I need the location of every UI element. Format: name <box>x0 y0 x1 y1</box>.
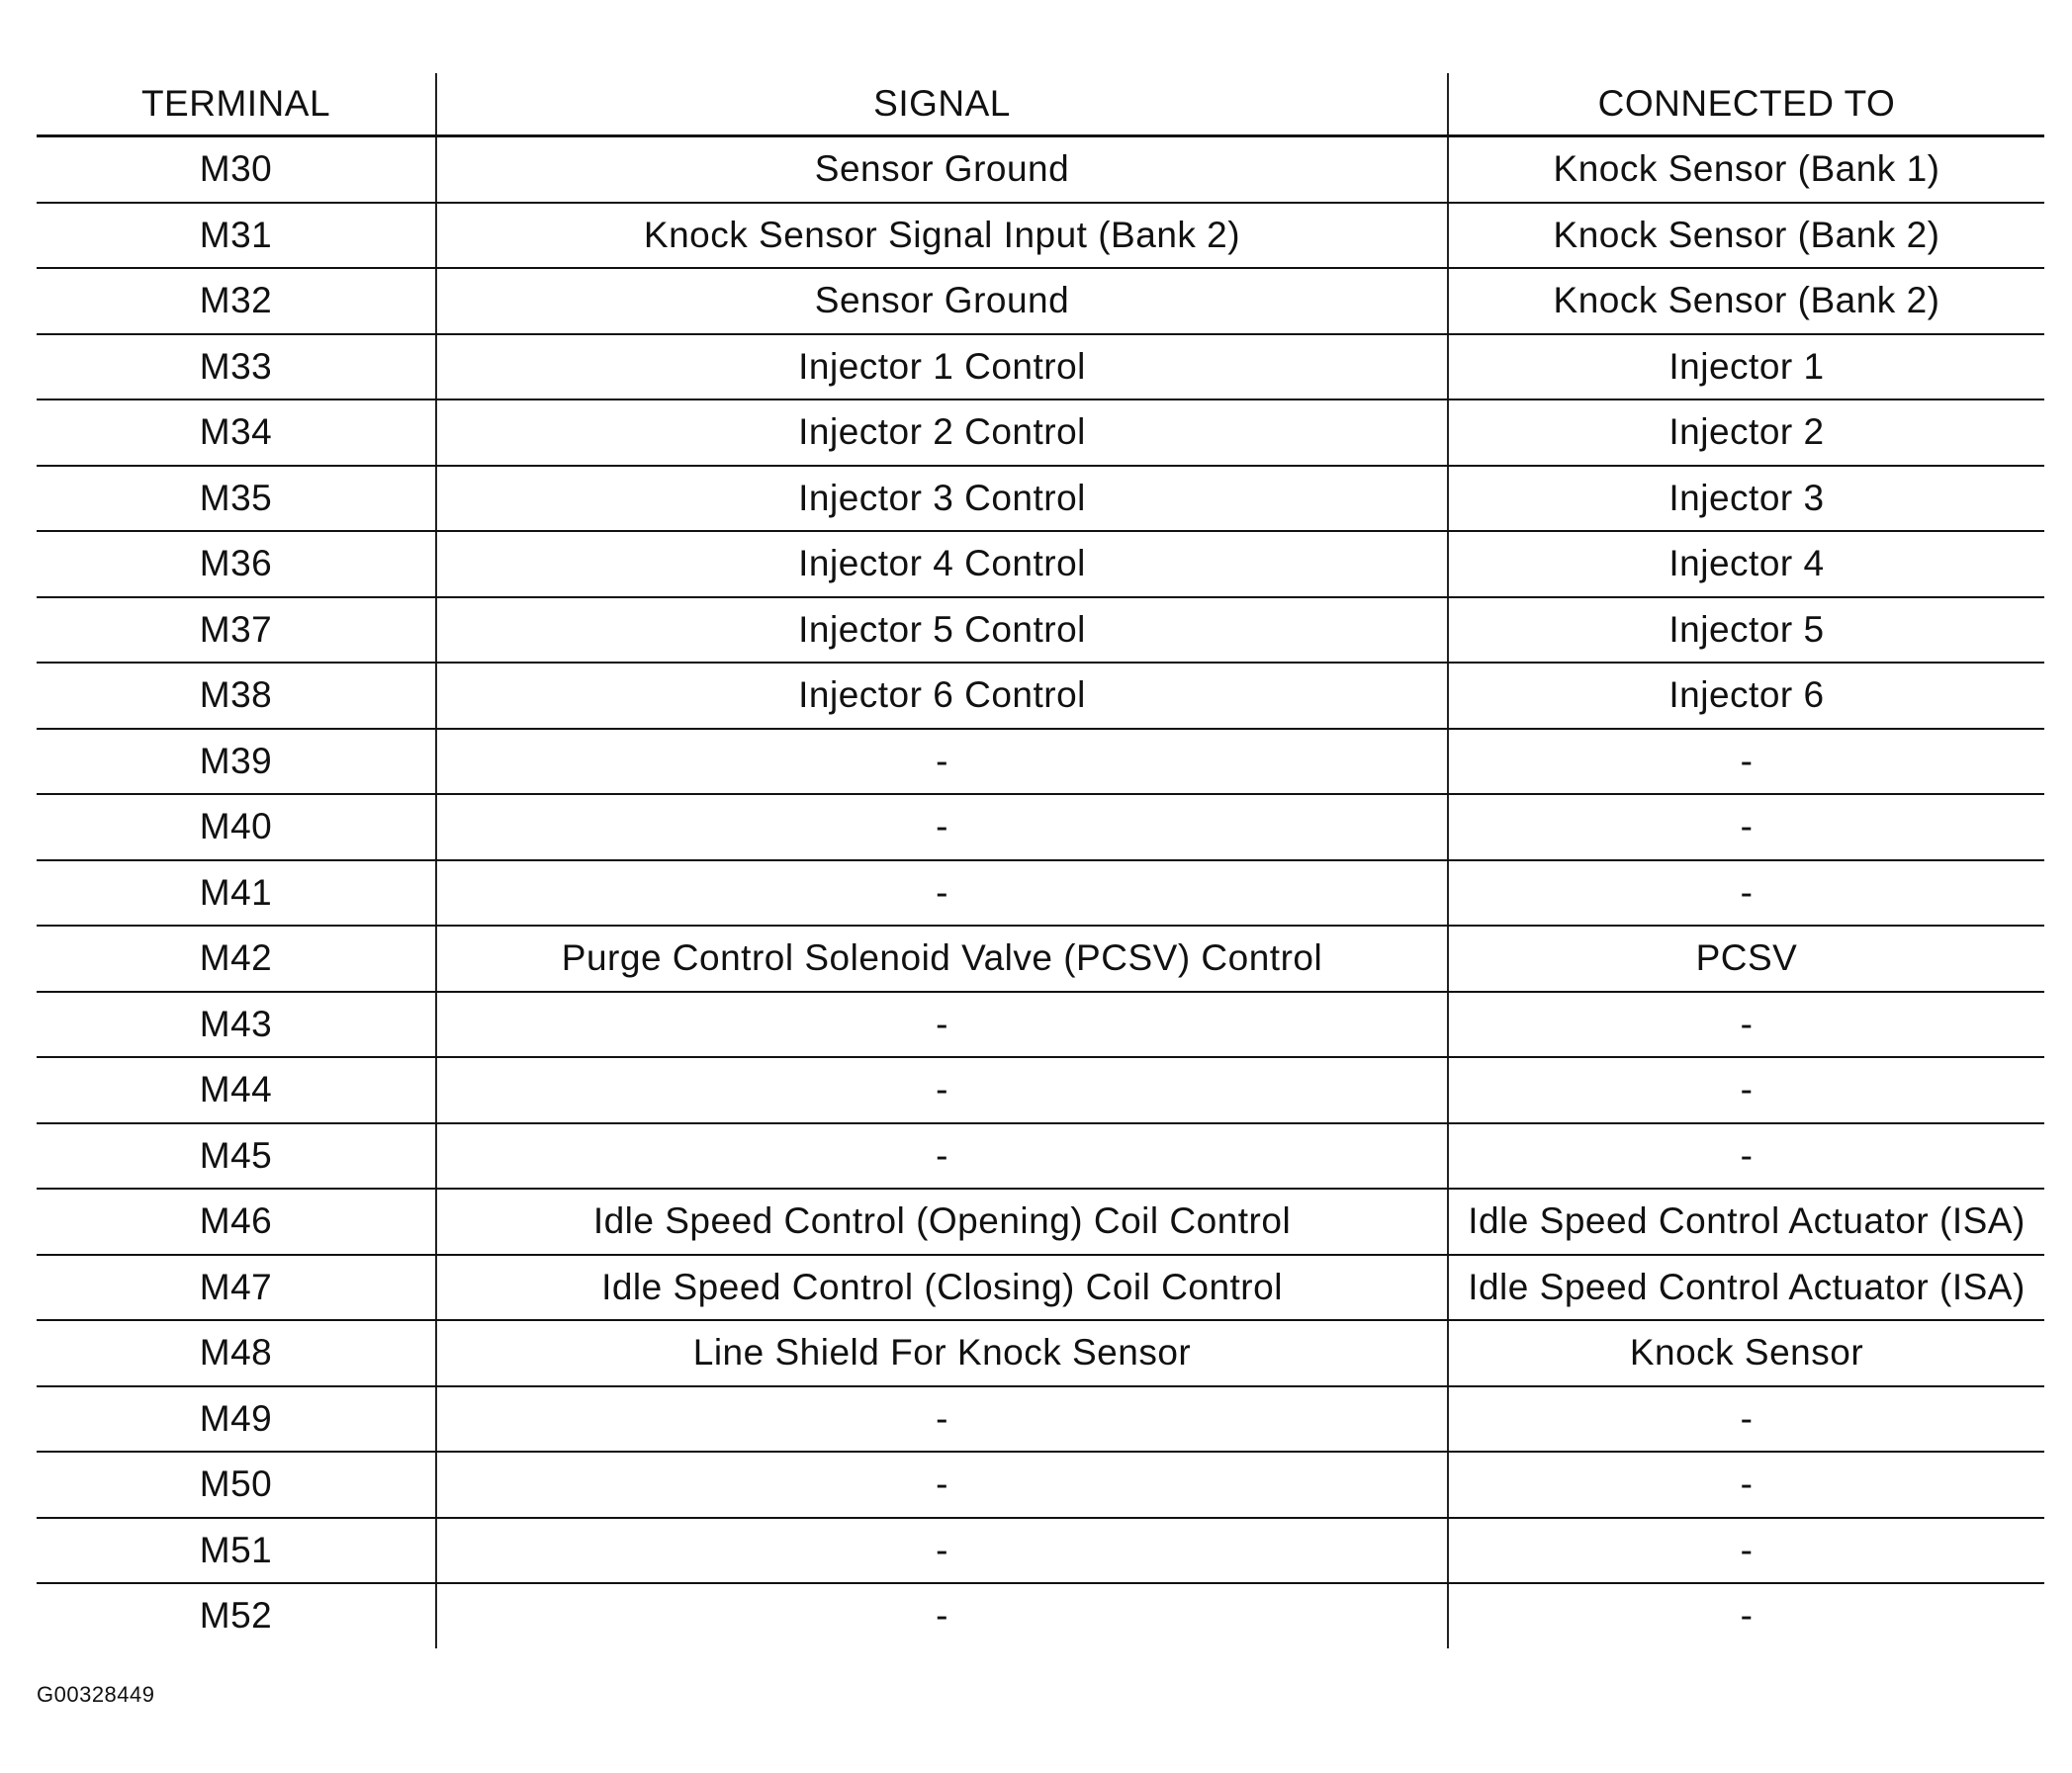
terminal-cell: M41 <box>37 860 436 927</box>
connected-to-cell: - <box>1448 860 2044 927</box>
terminal-cell: M44 <box>37 1057 436 1123</box>
terminal-cell: M51 <box>37 1518 436 1584</box>
terminal-table <box>37 73 2044 1648</box>
signal-cell: - <box>436 1386 1448 1453</box>
signal-cell: Injector 5 Control <box>436 597 1448 664</box>
table-row <box>37 1189 2044 1255</box>
table-body <box>37 136 2044 1648</box>
connected-to-cell: - <box>1448 794 2044 860</box>
terminal-cell: M37 <box>37 597 436 664</box>
terminal-cell: M47 <box>37 1255 436 1321</box>
table-row <box>37 334 2044 400</box>
connected-to-cell: Injector 4 <box>1448 531 2044 597</box>
connected-to-cell: Knock Sensor (Bank 1) <box>1448 136 2044 203</box>
signal-cell: - <box>436 860 1448 927</box>
signal-cell: - <box>436 729 1448 795</box>
table-row <box>37 1518 2044 1584</box>
signal-cell: Line Shield For Knock Sensor <box>436 1320 1448 1386</box>
terminal-cell: M36 <box>37 531 436 597</box>
terminal-cell: M50 <box>37 1452 436 1518</box>
connected-to-cell: Injector 1 <box>1448 334 2044 400</box>
terminal-cell: M48 <box>37 1320 436 1386</box>
terminal-cell: M32 <box>37 268 436 334</box>
header-terminal: TERMINAL <box>37 73 436 136</box>
table-row <box>37 1320 2044 1386</box>
terminal-cell: M43 <box>37 992 436 1058</box>
connected-to-cell: Injector 2 <box>1448 399 2044 466</box>
table-row <box>37 203 2044 269</box>
connected-to-cell: Knock Sensor <box>1448 1320 2044 1386</box>
signal-cell: Injector 1 Control <box>436 334 1448 400</box>
connected-to-cell: - <box>1448 729 2044 795</box>
figure-id: G00328449 <box>37 1682 155 1707</box>
signal-cell: Purge Control Solenoid Valve (PCSV) Control <box>436 926 1448 992</box>
connected-to-cell: Knock Sensor (Bank 2) <box>1448 203 2044 269</box>
table-row <box>37 1057 2044 1123</box>
signal-cell: - <box>436 1452 1448 1518</box>
connected-to-cell: Idle Speed Control Actuator (ISA) <box>1448 1189 2044 1255</box>
terminal-cell: M40 <box>37 794 436 860</box>
signal-cell: - <box>436 992 1448 1058</box>
signal-cell: - <box>436 1123 1448 1190</box>
terminal-cell: M46 <box>37 1189 436 1255</box>
connected-to-cell: - <box>1448 992 2044 1058</box>
signal-cell: - <box>436 794 1448 860</box>
table-row <box>37 1583 2044 1648</box>
terminal-cell: M42 <box>37 926 436 992</box>
signal-cell: - <box>436 1057 1448 1123</box>
terminal-cell: M31 <box>37 203 436 269</box>
table-row <box>37 399 2044 466</box>
connected-to-cell: Injector 5 <box>1448 597 2044 664</box>
signal-cell: Injector 4 Control <box>436 531 1448 597</box>
terminal-cell: M45 <box>37 1123 436 1190</box>
terminal-cell: M39 <box>37 729 436 795</box>
connected-to-cell: - <box>1448 1518 2044 1584</box>
signal-cell: Knock Sensor Signal Input (Bank 2) <box>436 203 1448 269</box>
terminal-cell: M52 <box>199 1595 273 1637</box>
signal-cell: Sensor Ground <box>436 268 1448 334</box>
terminal-cell: M35 <box>37 466 436 532</box>
table-row <box>37 1255 2044 1321</box>
signal-cell: Injector 6 Control <box>436 663 1448 729</box>
header-connected-to: CONNECTED TO <box>1448 73 2044 136</box>
connected-to-cell: Injector 6 <box>1448 663 2044 729</box>
connected-to-cell: PCSV <box>1448 926 2044 992</box>
connected-to-cell: - <box>1448 1583 2044 1648</box>
signal-cell: Injector 3 Control <box>436 466 1448 532</box>
header-signal: SIGNAL <box>436 73 1448 136</box>
connected-to-cell: Idle Speed Control Actuator (ISA) <box>1448 1255 2044 1321</box>
connected-to-cell: - <box>1448 1123 2044 1190</box>
signal-cell: - <box>436 1518 1448 1584</box>
terminal-cell: M30 <box>37 136 436 203</box>
connected-to-cell: - <box>1448 1057 2044 1123</box>
table-row <box>37 1123 2044 1190</box>
connected-to-cell: - <box>1448 1452 2044 1518</box>
table-row <box>37 531 2044 597</box>
table-row <box>37 794 2044 860</box>
signal-cell: Sensor Ground <box>436 136 1448 203</box>
table-row <box>37 729 2044 795</box>
connected-to-cell: - <box>1448 1386 2044 1453</box>
table-row <box>37 136 2044 203</box>
signal-cell: Injector 2 Control <box>436 399 1448 466</box>
table-header-row <box>37 73 2044 136</box>
table-row <box>37 926 2044 992</box>
terminal-cell: M38 <box>37 663 436 729</box>
terminal-cell: M49 <box>37 1386 436 1453</box>
table-row <box>37 1386 2044 1453</box>
terminal-cell: M33 <box>37 334 436 400</box>
signal-cell: Idle Speed Control (Opening) Coil Control <box>436 1189 1448 1255</box>
terminal-cell: M34 <box>37 399 436 466</box>
table-row <box>37 860 2044 927</box>
table-row <box>37 597 2044 664</box>
table-row <box>37 663 2044 729</box>
signal-cell: - <box>436 1583 1448 1648</box>
table-row <box>37 992 2044 1058</box>
table-row <box>37 1452 2044 1518</box>
terminal-table-container <box>37 73 2044 1648</box>
table-row <box>37 466 2044 532</box>
connected-to-cell: Knock Sensor (Bank 2) <box>1448 268 2044 334</box>
signal-cell: Idle Speed Control (Closing) Coil Control <box>436 1255 1448 1321</box>
connected-to-cell: Injector 3 <box>1448 466 2044 532</box>
table-row <box>37 268 2044 334</box>
